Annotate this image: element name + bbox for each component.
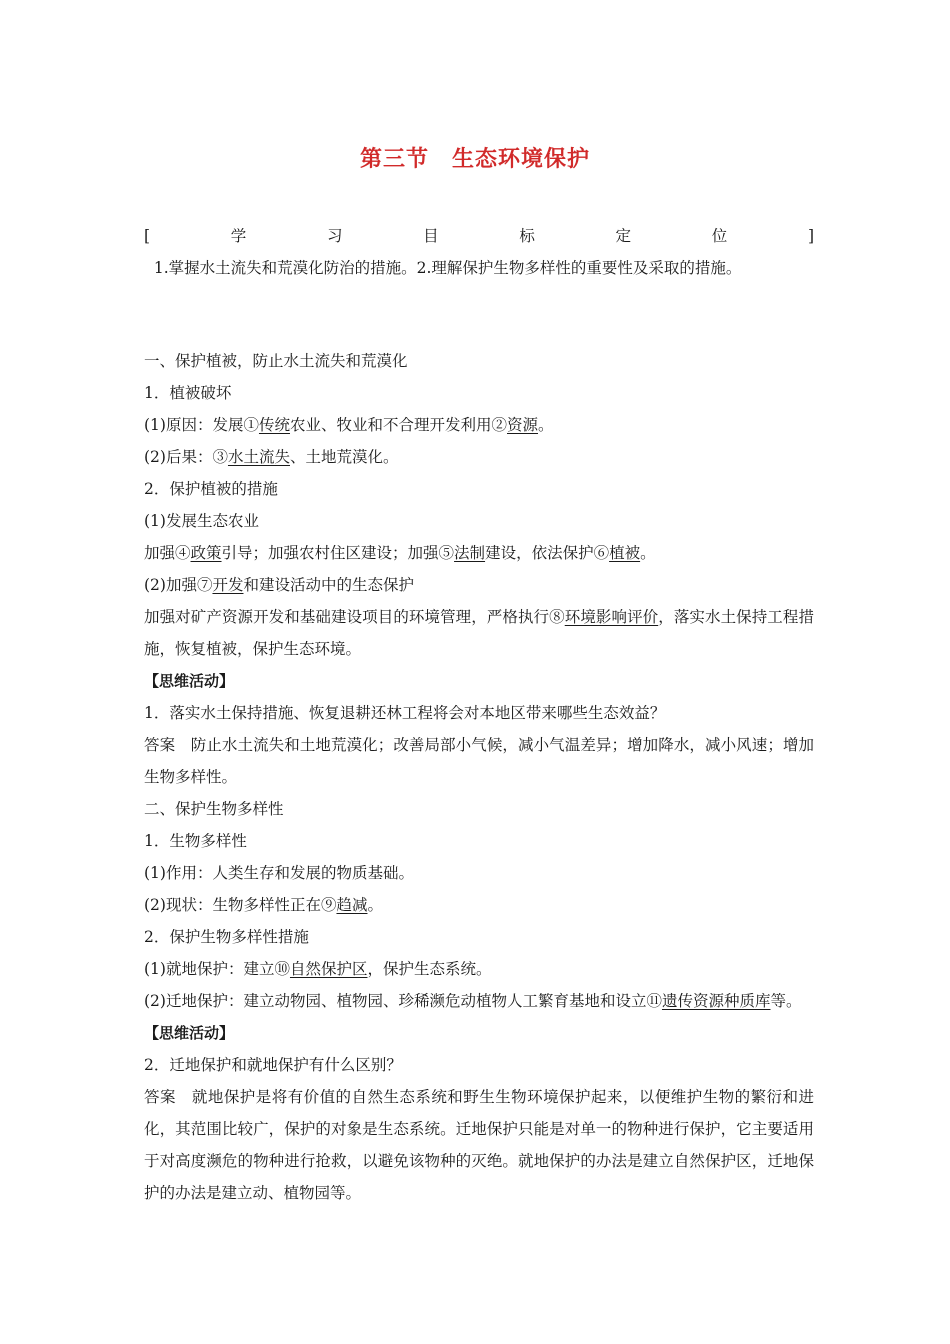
thinking-activity-label-1: 【思维活动】 bbox=[144, 672, 235, 690]
management-suffix: ，落实水土保持工程措施，恢复植被，保护生态环境。 bbox=[144, 608, 814, 658]
thinking-activity-label-2: 【思维活动】 bbox=[144, 1024, 235, 1042]
answer-blank-6: 植被 bbox=[609, 544, 641, 562]
answer-blank-5: 法制 bbox=[454, 544, 486, 562]
ex-situ-prefix: (2)迁地保护：建立动物园、植物园、珍稀濒危动植物人工繁育基地和设立⑪ bbox=[144, 992, 662, 1010]
subheading-biodiversity-measures: 2．保护生物多样性措施 bbox=[144, 928, 309, 946]
answer-blank-9: 趋减 bbox=[336, 896, 368, 914]
strengthen-suffix: 。 bbox=[640, 544, 656, 562]
learning-objectives bbox=[144, 220, 814, 284]
status-prefix: (2)现状：生物多样性正在⑨ bbox=[144, 896, 337, 914]
question-2: 2．迁地保护和就地保护有什么区别？ bbox=[144, 1056, 402, 1074]
answer-blank-1: 传统 bbox=[258, 416, 290, 434]
result-prefix: (2)后果：③ bbox=[144, 448, 228, 466]
answer-blank-10: 自然保护区 bbox=[289, 960, 368, 978]
cause-suffix: 。 bbox=[538, 416, 554, 434]
in-situ-prefix: (1)就地保护：建立⑩ bbox=[144, 960, 290, 978]
strengthen-mid-2: 建设，依法保护⑥ bbox=[485, 544, 610, 562]
subheading-biodiversity: 1．生物多样性 bbox=[144, 832, 247, 850]
cause-mid: 农业、牧业和不合理开发利用② bbox=[289, 416, 507, 434]
ex-situ-suffix: 等。 bbox=[770, 992, 802, 1010]
strengthen-line bbox=[144, 537, 814, 569]
subheading-vegetation-damage: 1．植被破坏 bbox=[144, 384, 232, 402]
answer-blank-8: 环境影响评价 bbox=[564, 608, 659, 626]
strengthen-prefix: 加强④ bbox=[144, 544, 191, 562]
question-1: 1．落实水土保持措施、恢复退耕还林工程将会对本地区带来哪些生态效益？ bbox=[144, 704, 666, 722]
management-prefix: 加强对矿产资源开发和基础建设项目的环境管理，严格执行⑧ bbox=[144, 608, 565, 626]
role-line: (1)作用：人类生存和发展的物质基础。 bbox=[144, 864, 414, 882]
result-suffix: 、土地荒漠化。 bbox=[289, 448, 399, 466]
answer-blank-3: 水土流失 bbox=[227, 448, 290, 466]
strengthen-mid-1: 引导；加强农村住区建设；加强⑤ bbox=[221, 544, 455, 562]
development-line bbox=[144, 569, 814, 601]
objectives-label: [学习目标定位] bbox=[144, 227, 814, 245]
answer-blank-11: 遗传资源种质库 bbox=[661, 992, 771, 1010]
result-line bbox=[144, 441, 814, 473]
development-prefix: (2)加强⑦ bbox=[144, 576, 213, 594]
development-suffix: 和建设活动中的生态保护 bbox=[243, 576, 414, 594]
in-situ-suffix: ，保护生态系统。 bbox=[367, 960, 492, 978]
section-heading-2: 二、保护生物多样性 bbox=[144, 800, 284, 818]
answer-blank-2: 资源 bbox=[507, 416, 539, 434]
in-situ-line bbox=[144, 953, 814, 985]
ex-situ-paragraph bbox=[144, 985, 814, 1017]
status-suffix: 。 bbox=[367, 896, 383, 914]
document-body bbox=[144, 220, 814, 1209]
section-heading-1: 一、保护植被，防止水土流失和荒漠化 bbox=[144, 352, 408, 370]
management-paragraph bbox=[144, 601, 814, 665]
cause-line bbox=[144, 409, 814, 441]
status-line bbox=[144, 889, 814, 921]
subheading-protection-measures: 2．保护植被的措施 bbox=[144, 480, 278, 498]
objectives-text: 1.掌握水土流失和荒漠化防治的措施。2.理解保护生物多样性的重要性及采取的措施。 bbox=[144, 259, 742, 277]
answer-1: 答案 防止水土流失和土地荒漠化；改善局部小气候，减小气温差异；增加降水，减小风速；增加生物多样性。 bbox=[144, 736, 814, 786]
eco-agriculture-line: (1)发展生态农业 bbox=[144, 512, 259, 530]
page-title: 第三节 生态环境保护 bbox=[359, 147, 590, 172]
answer-blank-7: 开发 bbox=[212, 576, 244, 594]
answer-blank-4: 政策 bbox=[190, 544, 222, 562]
cause-prefix: (1)原因：发展① bbox=[144, 416, 259, 434]
answer-2: 答案 就地保护是将有价值的自然生态系统和野生生物环境保护起来，以便维护生物的繁衍和进化，其范围比较广，保护的对象是生态系统。迁地保护只能是对单一的物种进行保护，它主要适用于对高度濒危的物种进行抢救，以避免该物种的灭绝。就地保护的办法是建立自然保护区，迁地保护的办法是建立动、植物园等。 bbox=[144, 1088, 814, 1202]
